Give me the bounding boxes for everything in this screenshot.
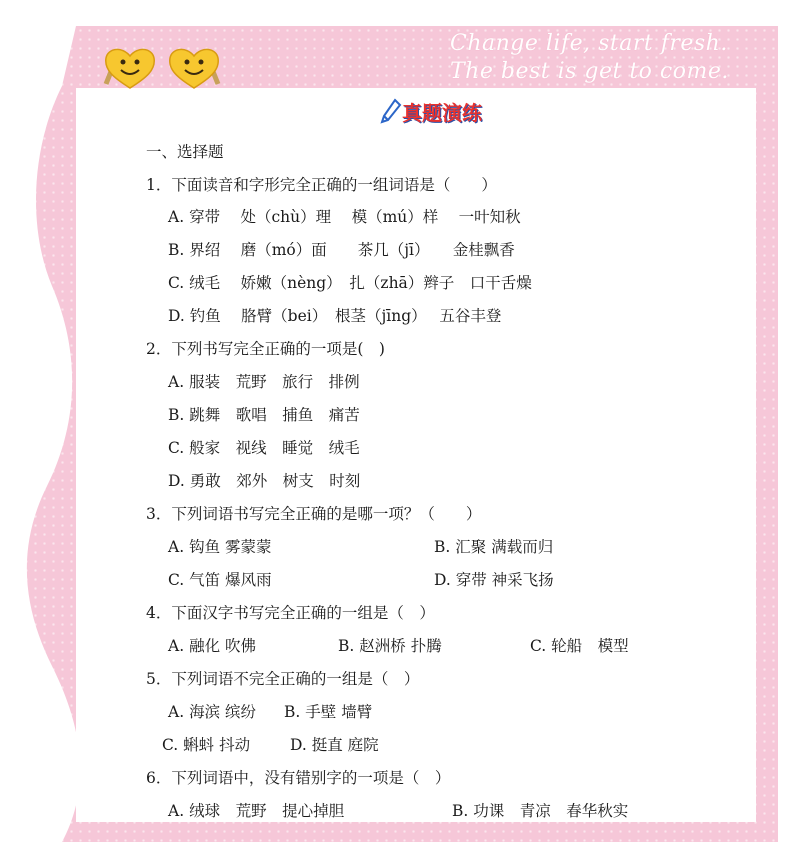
option-letter: A. — [168, 637, 185, 655]
option-letter: C. — [162, 736, 179, 754]
option-letter: D. — [290, 736, 307, 754]
option-text: 服装 荒野 旅行 排例 — [189, 373, 360, 391]
option-text: 绒毛 娇嫩（nèng） 扎（zhā）辫子 口干舌燥 — [189, 274, 532, 292]
pencil-icon — [380, 98, 402, 124]
option-text: 挺直 庭院 — [311, 736, 379, 754]
q4-option-c — [530, 636, 629, 656]
option-letter: A. — [168, 373, 185, 391]
option-text: 融化 吹佛 — [189, 637, 256, 655]
option-text: 手壁 墙臂 — [305, 703, 373, 721]
question-1-stem: 1．下面读音和字形完全正确的一组词语是（ ） — [146, 176, 497, 194]
section-heading: 一、选择题 — [146, 143, 224, 161]
option-text: 海滨 缤纷 — [189, 703, 256, 721]
q5-option-d — [290, 735, 379, 755]
q1-option-d — [168, 306, 501, 326]
option-letter: A. — [168, 538, 185, 556]
q4-option-b — [338, 636, 442, 656]
option-letter: C. — [168, 571, 185, 589]
option-letter: B. — [168, 406, 185, 424]
option-text: 蝌蚪 抖动 — [183, 736, 251, 754]
q2-option-b — [168, 405, 360, 425]
option-letter: D. — [168, 307, 185, 325]
q2-option-d — [168, 471, 360, 491]
option-text: 功课 青凉 春华秋实 — [473, 802, 629, 820]
q5-option-b — [284, 702, 372, 722]
option-letter: B. — [338, 637, 355, 655]
option-letter: A. — [168, 703, 185, 721]
option-text: 般家 视线 睡觉 绒毛 — [189, 439, 360, 457]
q3-option-a — [168, 537, 272, 557]
title-text: 真题演练 — [402, 100, 482, 125]
option-text: 赵洲桥 扑腾 — [359, 637, 442, 655]
q5-option-a — [168, 702, 256, 722]
option-letter: C. — [530, 637, 547, 655]
option-letter: D. — [434, 571, 451, 589]
q1-option-c — [168, 273, 532, 293]
q3-option-c — [168, 570, 272, 590]
question-3-stem: 3．下列词语书写完全正确的是哪一项？（ ） — [146, 505, 482, 523]
option-text: 穿带 处（chù）理 模（mú）样 一叶知秋 — [189, 208, 521, 226]
option-text: 气笛 爆风雨 — [189, 571, 272, 589]
slogan-line-1: Change life, start fresh. — [450, 31, 728, 56]
option-text: 穿带 神采飞扬 — [455, 571, 554, 589]
option-letter: B. — [434, 538, 451, 556]
q1-option-b — [168, 240, 515, 260]
option-letter: B. — [452, 802, 469, 820]
option-text: 汇聚 满载而归 — [455, 538, 554, 556]
option-letter: C. — [168, 439, 185, 457]
option-text: 钩鱼 雾蒙蒙 — [189, 538, 272, 556]
slogan — [450, 30, 760, 86]
option-letter: C. — [168, 274, 185, 292]
option-letter: B. — [284, 703, 301, 721]
page-title — [380, 96, 482, 126]
q3-option-d — [434, 570, 554, 590]
question-5-stem: 5．下列词语不完全正确的一组是（ ） — [146, 670, 420, 688]
option-letter: D. — [168, 472, 185, 490]
question-6-stem: 6．下列词语中，没有错别字的一项是（ ） — [146, 769, 451, 787]
smiley-heart-icon — [100, 44, 160, 92]
slogan-line-2: The best is get to come. — [450, 59, 729, 84]
option-text: 界绍 磨（mó）面 茶几（jī） 金桂飘香 — [189, 241, 515, 259]
option-letter: A. — [168, 802, 185, 820]
q2-option-c — [168, 438, 360, 458]
q3-option-b — [434, 537, 553, 557]
q1-option-a — [168, 207, 521, 227]
q4-option-a — [168, 636, 256, 656]
q6-option-a — [168, 801, 344, 821]
question-2-stem: 2．下列书写完全正确的一项是( ) — [146, 340, 385, 358]
option-text: 轮船 模型 — [551, 637, 629, 655]
option-text: 勇敢 郊外 树支 时刻 — [189, 472, 361, 490]
option-letter: B. — [168, 241, 185, 259]
smiley-heart-icon — [164, 44, 224, 92]
q5-option-c — [162, 735, 250, 755]
question-4-stem: 4．下面汉字书写完全正确的一组是（ ） — [146, 604, 435, 622]
q2-option-a — [168, 372, 360, 392]
option-text: 跳舞 歌唱 捕鱼 痛苦 — [189, 406, 360, 424]
q6-option-b — [452, 801, 628, 821]
option-text: 绒球 荒野 提心掉胆 — [189, 802, 345, 820]
option-text: 钓鱼 胳臂（bei） 根茎（jīng） 五谷丰登 — [189, 307, 502, 325]
option-letter: A. — [168, 208, 185, 226]
